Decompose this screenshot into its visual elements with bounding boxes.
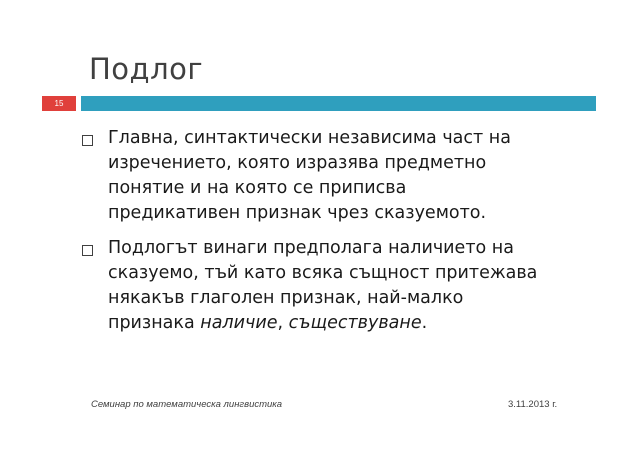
square-bullet-icon [82,245,93,256]
slide-title: Подлог [89,52,204,86]
bullet-line: Главна, синтактически независима част на [108,128,511,148]
bullet-line: предикативен признак чрез сказуемото. [108,203,487,223]
emphasis-being: съществуване [288,313,422,333]
footer-date: 3.11.2013 г. [508,399,558,410]
bullet-line: сказуемо, тъй като всяка същност притежава [108,263,538,283]
line-prefix: признака [108,313,201,333]
emphasis-existence: наличие [200,313,278,333]
bullet-line: Подлогът винаги предполага наличието на [108,238,514,258]
bullet-line [108,311,582,336]
bullet-text [108,236,582,336]
bullet-line: понятие и на която се приписва [108,178,407,198]
bullet-list [82,126,582,346]
bullet-line: изречението, която изразява предметно [108,153,487,173]
bullet-line: някакъв глаголен признак, най-малко [108,288,464,308]
slide-number-badge [42,96,76,111]
line-suffix: . [421,313,428,333]
bullet-item [82,126,582,226]
square-bullet-icon [82,135,93,146]
bullet-text [108,126,582,226]
line-separator: , [277,313,289,333]
slide-number: 15 [54,99,64,108]
title-divider-bar [81,96,596,111]
bullet-item [82,236,582,336]
footer-course-title: Семинар по математическа лингвистика [91,399,283,410]
